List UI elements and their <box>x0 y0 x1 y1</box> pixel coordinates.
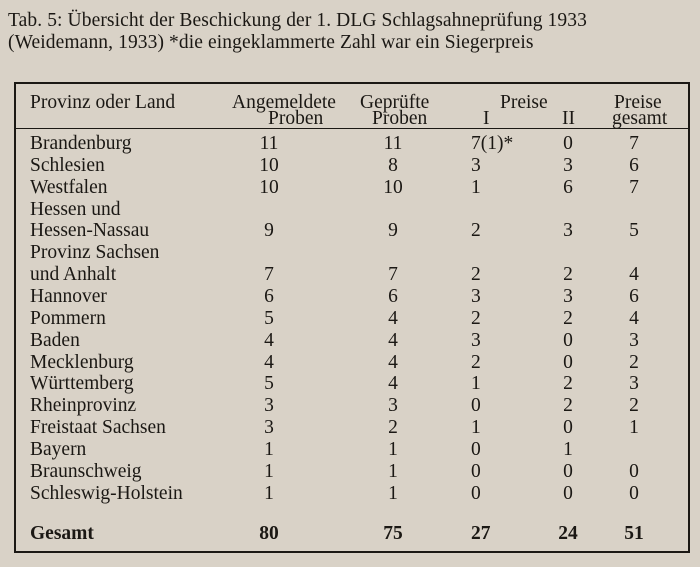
cell-ges: 7 <box>629 176 639 198</box>
cell-gep: 6 <box>388 285 398 307</box>
cell-p1: 1 <box>471 417 481 439</box>
cell-p2: 2 <box>563 373 573 395</box>
cell-ges: 0 <box>629 460 639 482</box>
cell-p1: 7(1)* <box>471 133 514 154</box>
cell-ges: 1 <box>629 417 639 439</box>
table-row <box>0 395 700 417</box>
header-preise: Preise <box>500 92 548 113</box>
cell-gep: 3 <box>388 395 398 417</box>
cell-p1: 2 <box>471 307 481 329</box>
cell-p1: 1 <box>471 373 481 395</box>
cell-ges: 5 <box>629 220 639 242</box>
cell-ang: 9 <box>264 220 274 242</box>
cell-ges: 4 <box>629 307 639 329</box>
table-row <box>0 308 700 330</box>
cell-land: Mecklenburg <box>30 351 134 373</box>
cell-land: und Anhalt <box>30 264 117 286</box>
table-row <box>0 373 700 395</box>
cell-gep: 11 <box>383 133 403 154</box>
header-preise-i: I <box>483 108 490 129</box>
table-row <box>0 286 700 308</box>
table-row <box>0 177 700 199</box>
total-row <box>0 523 700 545</box>
cell-land: Rheinprovinz <box>30 395 137 417</box>
cell-ang: 7 <box>264 264 274 286</box>
cell-land: Pommern <box>30 307 106 329</box>
cell-p2: 6 <box>563 176 573 198</box>
cell-p2: 0 <box>563 351 573 373</box>
header-preise-gesamt: Preise <box>614 92 662 113</box>
cell-gep: 9 <box>388 220 398 242</box>
cell-p2: 0 <box>563 329 573 351</box>
cell-gep: 7 <box>388 264 398 286</box>
cell-land: Provinz Sachsen <box>30 242 160 264</box>
cell-ges: 0 <box>629 482 639 504</box>
header-angemeldete: Angemeldete <box>232 92 336 113</box>
cell-ang: 1 <box>264 482 274 504</box>
cell-gep: 1 <box>388 438 398 460</box>
cell-gep: 4 <box>388 329 398 351</box>
cell-land: Schlesien <box>30 154 105 176</box>
cell-gep: 1 <box>388 460 398 482</box>
header-gepruefte-proben: Proben <box>372 108 428 129</box>
cell-gep: 10 <box>383 176 403 198</box>
total-preise-ii: 24 <box>558 523 578 544</box>
table-caption <box>8 10 698 54</box>
header-angemeldete-proben: Proben <box>268 108 324 129</box>
cell-ang: 1 <box>264 460 274 482</box>
header-land: Provinz oder Land <box>30 92 176 113</box>
table-row <box>0 264 700 286</box>
cell-ang: 11 <box>259 133 279 154</box>
cell-ges: 2 <box>629 351 639 373</box>
cell-land: Freistaat Sachsen <box>30 417 166 439</box>
cell-p2: 3 <box>563 285 573 307</box>
cell-ang: 5 <box>264 307 274 329</box>
cell-land: Braunschweig <box>30 460 142 482</box>
cell-ang: 4 <box>264 329 274 351</box>
total-preise-i: 27 <box>471 523 491 544</box>
cell-ang: 10 <box>259 176 279 198</box>
cell-ang: 3 <box>264 395 274 417</box>
cell-p1: 3 <box>471 329 481 351</box>
cell-p1: 0 <box>471 438 481 460</box>
cell-ang: 3 <box>264 417 274 439</box>
table-row <box>0 133 700 155</box>
cell-ges: 3 <box>629 329 639 351</box>
cell-ang: 4 <box>264 351 274 373</box>
cell-land: Hessen und <box>30 198 121 220</box>
cell-p2: 1 <box>563 438 573 460</box>
cell-gep: 4 <box>388 373 398 395</box>
cell-ang: 5 <box>264 373 274 395</box>
cell-p1: 0 <box>471 482 481 504</box>
cell-p2: 0 <box>563 482 573 504</box>
table-row <box>0 417 700 439</box>
total-label: Gesamt <box>30 523 94 544</box>
table-row <box>0 352 700 374</box>
cell-p2: 2 <box>563 307 573 329</box>
table-row <box>0 483 700 505</box>
cell-gep: 4 <box>388 307 398 329</box>
caption-line-1: Tab. 5: Übersicht der Beschickung der 1. DLG Schlagsahneprüfung 1933 <box>8 10 587 31</box>
cell-land: Schleswig-Holstein <box>30 482 183 504</box>
cell-p2: 2 <box>563 264 573 286</box>
cell-p2: 0 <box>563 417 573 439</box>
total-preise-gesamt: 51 <box>624 523 644 544</box>
table-row <box>0 461 700 483</box>
cell-p2: 3 <box>563 220 573 242</box>
cell-ang: 10 <box>259 154 279 176</box>
header-gepruefte: Geprüfte <box>360 92 430 113</box>
cell-ges: 6 <box>629 285 639 307</box>
cell-p2: 2 <box>563 395 573 417</box>
table-row <box>0 242 700 264</box>
total-angemeldete: 80 <box>259 523 279 544</box>
cell-gep: 4 <box>388 351 398 373</box>
table-row <box>0 220 700 242</box>
cell-land: Bayern <box>30 438 87 460</box>
cell-p1: 0 <box>471 395 481 417</box>
cell-p2: 0 <box>563 133 573 154</box>
table-row <box>0 155 700 177</box>
table-row <box>0 330 700 352</box>
header-rule <box>14 128 690 129</box>
cell-land: Brandenburg <box>30 133 132 154</box>
cell-ges: 7 <box>629 133 639 154</box>
cell-ges: 6 <box>629 154 639 176</box>
cell-ges: 2 <box>629 395 639 417</box>
cell-p2: 3 <box>563 154 573 176</box>
cell-p1: 0 <box>471 460 481 482</box>
header-preise-ii: II <box>562 108 575 129</box>
cell-land: Hessen-Nassau <box>30 220 150 242</box>
cell-land: Hannover <box>30 285 107 307</box>
cell-land: Westfalen <box>30 176 108 198</box>
cell-p1: 2 <box>471 264 481 286</box>
cell-gep: 1 <box>388 482 398 504</box>
cell-ang: 1 <box>264 438 274 460</box>
cell-p1: 3 <box>471 154 481 176</box>
cell-gep: 8 <box>388 154 398 176</box>
cell-land: Baden <box>30 329 80 351</box>
table-row <box>0 199 700 221</box>
cell-ang: 6 <box>264 285 274 307</box>
cell-p2: 0 <box>563 460 573 482</box>
cell-ges: 3 <box>629 373 639 395</box>
caption-line-2: (Weidemann, 1933) *die eingeklammerte Zahl war ein Siegerpreis <box>8 32 534 53</box>
header-preise-gesamt-2: gesamt <box>612 108 668 129</box>
cell-p1: 1 <box>471 176 481 198</box>
cell-land: Württemberg <box>30 373 134 395</box>
cell-gep: 2 <box>388 417 398 439</box>
total-gepruefte: 75 <box>383 523 403 544</box>
cell-p1: 3 <box>471 285 481 307</box>
cell-p1: 2 <box>471 220 481 242</box>
cell-p1: 2 <box>471 351 481 373</box>
table-row <box>0 439 700 461</box>
cell-ges: 4 <box>629 264 639 286</box>
